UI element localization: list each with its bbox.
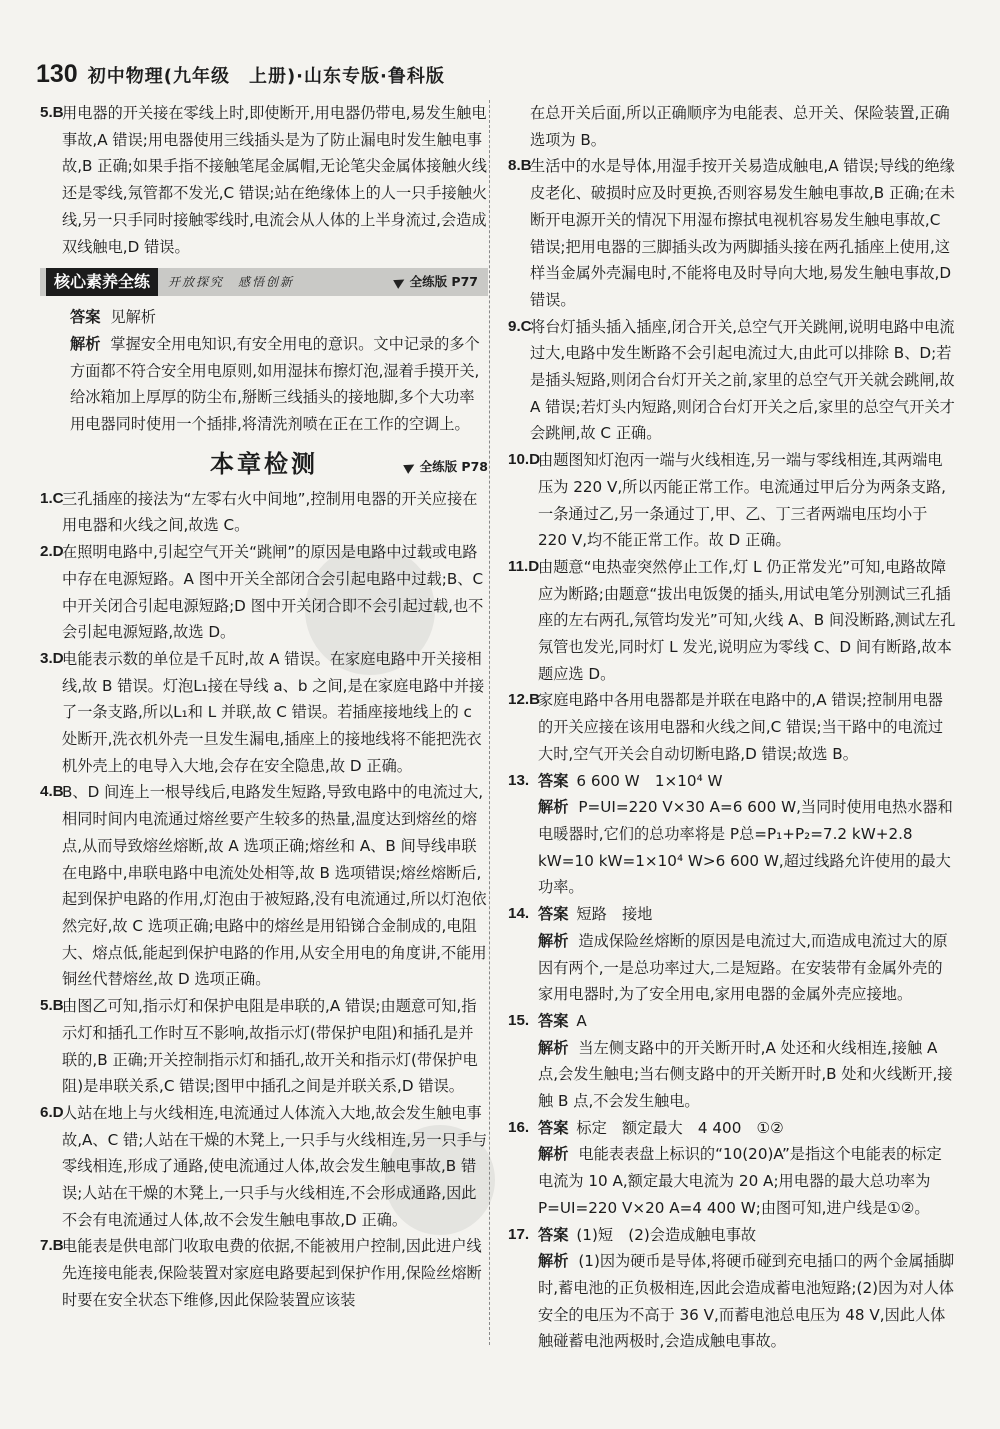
chapter-heading	[40, 442, 488, 486]
item-number: 1.C	[40, 489, 64, 507]
answer-item	[40, 1233, 488, 1313]
item-text: 电能表是供电部门收取电费的依据,不能被用户控制,因此进户线先连接电能表,保险装置对家庭电路要起到保护作用,保险丝熔断时要在安全状态下维修,因此保险装置应该装	[62, 1237, 482, 1309]
answer-text: A	[576, 1011, 587, 1030]
continued-text	[508, 100, 956, 153]
arrow-icon	[403, 460, 417, 474]
page-number: 130	[36, 60, 78, 88]
answer-item	[40, 100, 488, 260]
core-answer	[40, 304, 488, 331]
banner-subtitle: 开放探究 感悟创新	[168, 274, 295, 289]
qa-answer-line	[508, 1008, 956, 1035]
item-text: 由图乙可知,指示灯和保护电阻是串联的,A 错误;由题意可知,指示灯和插孔工作时互不影响,故指示灯(带保护电阻)和插孔是并联的,B 正确;开关控制指示灯和插孔,故开关和指示灯(带保护电阻)是串联关系,C 错误;图甲中插孔之间是并联关系,D 错误。	[62, 997, 478, 1096]
answer-text: 6 600 W 1×10⁴ W	[576, 771, 723, 790]
core-analysis	[40, 331, 488, 438]
answer-item	[40, 1100, 488, 1234]
analysis-label: 解析	[70, 334, 101, 353]
item-number: 17.	[508, 1225, 530, 1243]
item-number: 9.C	[508, 317, 532, 335]
analysis-text: (1)因为硬币是导体,将硬币碰到充电插口的两个金属插脚时,蓄电池的正负极相连,因此会造成蓄电池短路;(2)因为对人体安全的电压为不高于 36 V,而蓄电池总电压为 48 V,因此人体触碰蓄电池两极时,会造成触电事故。	[538, 1252, 955, 1351]
qa-analysis-line	[508, 1035, 956, 1115]
analysis-label: 解析	[538, 931, 569, 950]
item-number: 5.B	[40, 997, 64, 1015]
answer-item	[40, 646, 488, 780]
banner-title: 核心素养全练	[46, 268, 158, 296]
answer-label: 答案	[538, 1225, 569, 1244]
answer-item	[40, 486, 488, 539]
analysis-text: 当左侧支路中的开关断开时,A 处还和火线相连,接触 A 点,会发生触电;当右侧支路中的开关断开时,B 处和火线断开,接触 B 点,不会发生触电。	[538, 1038, 953, 1111]
right-answer-list	[508, 153, 956, 767]
item-number: 14.	[508, 905, 530, 923]
answer-label: 答案	[70, 308, 101, 327]
item-text: B、D 间连上一根导线后,电路发生短路,导致电路中的电流过大,相同时间内电流通过熔丝要产生较多的热量,温度达到熔丝的熔点,从而导致熔丝熔断,故 A 选项正确;熔丝和 A、B 间导线串联在电路中,串联电路中电流处处相等,故 B 选项错误;熔丝熔断后,起到保护电路的作用,灯泡由于被短路,没有电流通过,所以灯泡依然完好,故 C 选项正确;电路中的熔丝是用铅锑合金制成的,电阻大、熔点低,能起到保护电路的作用,从安全用电的角度讲,不能用铜丝代替熔丝,故 D 选项正确。	[62, 783, 487, 989]
analysis-label: 解析	[538, 798, 569, 817]
answer-item	[508, 153, 956, 313]
analysis-text: P=UI=220 V×30 A=6 600 W,当同时使用电热水器和电暖器时,它们的总功率将是 P总=P₁+P₂=7.2 kW+2.8 kW=10 kW=1×10⁴ W>6 600 W,超过线路允许使用的最大功率。	[538, 798, 953, 897]
item-text: 电能表示数的单位是千瓦时,故 A 错误。在家庭电路中开关接相线,故 B 错误。灯泡L₁接在导线 a、b 之间,是在家庭电路中并接了一条支路,所以L₁和 L 并联,故 C 错误。若插座接地线上的 c 处断开,洗衣机外壳一旦发生漏电,插座上的接地线将不能把洗衣机外壳上的电导入大地,会存在安全隐患,故 D 正确。	[62, 649, 485, 775]
banner-ref-text: 全练版 P77	[409, 273, 478, 289]
item-text: 人站在地上与火线相连,电流通过人体流入大地,故会发生触电事故,A、C 错;人站在干燥的木凳上,一只手与火线相连,另一只手与零线相连,形成了通路,使电流通过人体,故会发生触电事故,B 错误;人站在干燥的木凳上,一只手与火线相连,不会形成通路,因此不会有电流通过人体,故不会发生触电事故,D 正确。	[62, 1103, 488, 1229]
analysis-label: 解析	[538, 1145, 569, 1164]
left-answer-list	[40, 486, 488, 1314]
qa-answer-line	[508, 1222, 956, 1249]
item-number: 10.D	[508, 451, 541, 469]
item-text: 用电器的开关接在零线上时,即使断开,用电器仍带电,易发生触电事故,A 错误;用电器使用三线插头是为了防止漏电时发生触电事故,B 正确;如果手指不接触笔尾金属帽,无论笔尖金属体接触火线还是零线,氖管都不发光,C 错误;站在绝缘体上的人一只手接触火线,另一只手同时接触零线时,电流会从人体的上半身流过,会造成双线触电,D 错误。	[62, 104, 488, 256]
analysis-text: 电能表表盘上标识的“10(20)A”是指这个电能表的标定电流为 10 A,额定最大电流为 20 A;用电器的最大总功率为 P=UI=220 V×20 A=4 400 W;由图可知,进户线是①②。	[538, 1145, 942, 1217]
answer-label: 答案	[538, 771, 569, 790]
book-title: 初中物理(九年级 上册)·山东专版·鲁科版	[87, 66, 445, 87]
item-text: 由题意“电热壶突然停止工作,灯 L 仍正常发光”可知,电路故障应为断路;由题意“拔出电饭煲的插头,用试电笔分别测试三孔插座的左右两孔,氖管均发光”可知,火线 A、B 间没断路,测试左孔氖管也发光,同时灯 L 发光,说明应为零线 C、D 间有断路,故本题应选 D。	[538, 557, 956, 683]
item-number: 5.B	[40, 104, 64, 121]
item-text: 由题图知灯泡丙一端与火线相连,另一端与零线相连,其两端电压为 220 V,所以丙能正常工作。电流通过甲后分为两条支路,一条通过乙,另一条通过丁,甲、乙、丁三者两端电压均小于 220 V,均不能正常工作。故 D 正确。	[538, 451, 947, 550]
qa-analysis-line	[508, 1248, 956, 1355]
qa-analysis-line	[508, 1141, 956, 1221]
chapter-reference	[405, 454, 488, 481]
answer-item	[508, 314, 956, 448]
answer-item	[508, 687, 956, 767]
qa-analysis-line	[508, 794, 956, 901]
analysis-label: 解析	[538, 1252, 569, 1271]
answer-item	[40, 779, 488, 993]
continued-text-body: 在总开关后面,所以正确顺序为电能表、总开关、保险装置,正确选项为 B。	[530, 104, 950, 149]
answer-item	[40, 539, 488, 646]
answer-label: 答案	[538, 1011, 569, 1030]
answer-text: 短路 接地	[576, 905, 653, 924]
qa-analysis-line	[508, 928, 956, 1008]
item-number: 16.	[508, 1118, 530, 1136]
left-column	[40, 100, 488, 1314]
item-number: 6.D	[40, 1103, 64, 1121]
answer-label: 答案	[538, 1118, 569, 1137]
qa-answer-line	[508, 1115, 956, 1142]
item-number: 12.B	[508, 691, 541, 709]
qa-answer-line	[508, 768, 956, 795]
item-text: 生活中的水是导体,用湿手按开关易造成触电,A 错误;导线的绝缘皮老化、破损时应及时更换,否则容易发生触电事故,B 正确;在未断开电源开关的情况下用湿布擦拭电视机容易发生触电事故,C 错误;把用电器的三脚插头改为两脚插头接在两孔插座上使用,这样当金属外壳漏电时,不能将电及时导向大地,易发生触电事故,D 错误。	[530, 157, 955, 309]
item-number: 15.	[508, 1011, 530, 1029]
item-number: 8.B	[508, 157, 532, 175]
answer-item	[508, 447, 956, 554]
answer-label: 答案	[538, 905, 569, 924]
analysis-text: 掌握安全用电知识,有安全用电的意识。文中记录的多个方面都不符合安全用电原则,如用湿抹布擦灯泡,湿着手摸开关,给冰箱加上厚厚的防尘布,掰断三线插头的接地脚,多个大功率用电器同时使用一个插排,将清洗剂喷在正在工作的空调上。	[70, 334, 480, 434]
answer-text: 标定 额定最大 4 400 ①②	[576, 1118, 784, 1137]
core-literacy-banner	[40, 268, 488, 296]
item-number: 2.D	[40, 543, 64, 561]
answer-item	[40, 993, 488, 1100]
item-number: 7.B	[40, 1237, 64, 1255]
item-text: 家庭电路中各用电器都是并联在电路中的,A 错误;控制用电器的开关应接在该用电器和火线之间,C 错误;当干路中的电流过大时,空气开关会自动切断电路,D 错误;故选 B。	[538, 691, 944, 763]
item-text: 三孔插座的接法为“左零右火中间地”,控制用电器的开关应接在用电器和火线之间,故选 C。	[62, 489, 478, 535]
item-number: 11.D	[508, 557, 540, 575]
item-number: 13.	[508, 771, 530, 789]
left-top-items	[40, 100, 488, 260]
arrow-icon	[393, 276, 407, 290]
chapter-title: 本章检测	[210, 449, 318, 478]
item-number: 4.B	[40, 783, 64, 801]
answer-text: (1)短 (2)会造成触电事故	[576, 1225, 757, 1244]
chapter-ref-text: 全练版 P78	[419, 458, 488, 474]
item-number: 3.D	[40, 649, 64, 667]
item-text: 在照明电路中,引起空气开关“跳闸”的原因是电路中过载或电路中存在电源短路。A 图中开关全部闭合会引起电路中过载;B、C 中开关闭合引起电源短路;D 图中开关闭合即不会引起过载,也不会引起电源短路,故选 D。	[62, 543, 484, 642]
page-header	[36, 60, 445, 94]
answer-text: 见解析	[110, 308, 156, 327]
column-divider	[489, 100, 491, 1345]
banner-reference	[395, 269, 478, 296]
qa-answer-line	[508, 901, 956, 928]
analysis-label: 解析	[538, 1038, 569, 1057]
right-column	[508, 100, 956, 1355]
answer-item	[508, 554, 956, 688]
item-text: 将台灯插头插入插座,闭合开关,总空气开关跳闸,说明电路中电流过大,电路中发生断路不会引起电流过大,由此可以排除 B、D;若是插头短路,则闭合台灯开关之前,家里的总空气开关就会跳闸,故 A 错误;若灯头内短路,则闭合台灯开关之后,家里的总空气开关才会跳闸,故 C 正确。	[530, 317, 955, 443]
right-qa-list	[508, 768, 956, 1355]
analysis-text: 造成保险丝熔断的原因是电流过大,而造成电流过大的原因有两个,一是总功率过大,二是短路。在安装带有金属外壳的家用电器时,为了安全用电,家用电器的金属外壳应接地。	[538, 931, 948, 1004]
